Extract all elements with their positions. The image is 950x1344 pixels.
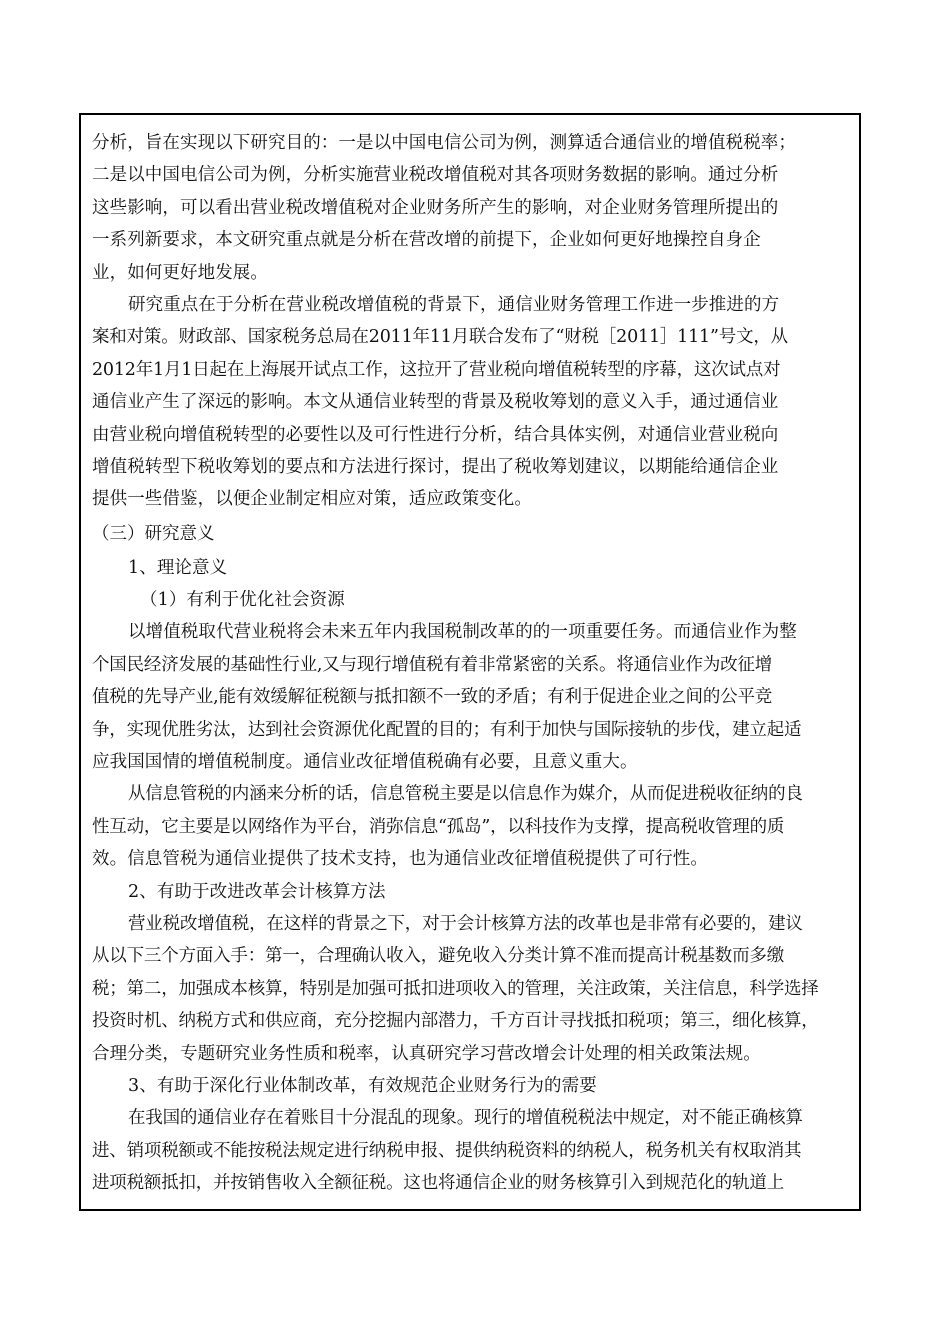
document-frame [79,113,861,1211]
paragraph-line: 2012年1月1日起在上海展开试点工作，这拉开了营业税向增值税转型的序幕，这次试点对 [92,359,781,380]
subheading-theory: 1、理论意义 [128,557,228,578]
paragraph-line: 一系列新要求，本文研究重点就是分析在营改增的前提下，企业如何更好地操控自身企 [92,230,761,251]
subheading-accounting: 2、有助于改进改革会计核算方法 [128,881,386,902]
paragraph-line: 提供一些借鉴，以便企业制定相应对策，适应政策变化。 [92,489,532,510]
paragraph-line: 这些影响，可以看出营业税改增值税对企业财务所产生的影响，对企业财务管理所提出的 [92,197,779,218]
paragraph-line: 合理分类，专题研究业务性质和税率，认真研究学习营改增会计处理的相关政策法规。 [92,1043,761,1064]
paragraph-line: 进项税额抵扣，并按销售收入全额征税。这也将通信企业的财务核算引入到规范化的轨道上 [92,1173,784,1194]
paragraph-line: 个国民经济发展的基础性行业,又与现行增值税有着非常紧密的关系。将通信业作为改征增 [92,654,773,675]
paragraph-line: 争，实现优胜劣汰，达到社会资源优化配置的目的；有利于加快与国际接轨的步伐，建立起适 [92,719,802,740]
subheading-industry-reform: 3、有助于深化行业体制改革，有效规范企业财务行为的需要 [128,1075,597,1096]
paragraph-line: 增值税转型下税收筹划的要点和方法进行探讨，提出了税收筹划建议，以期能给通信企业 [92,456,779,477]
paragraph-line: 投资时机、纳税方式和供应商，充分挖掘内部潜力，千方百计寻找抵扣税项；第三，细化核算， [92,1011,819,1032]
paragraph-line: 性互动，它主要是以网络作为平台，消弥信息“孤岛”，以科技作为支撑，提高税收管理的质 [92,816,785,837]
paragraph-line: 分析，旨在实现以下研究目的：一是以中国电信公司为例，测算适合通信业的增值税税率； [92,133,796,153]
paragraph-line: 由营业税向增值税转型的必要性以及可行性进行分析，结合具体实例，对通信业营业税向 [92,424,779,445]
paragraph-line: 通信业产生了深远的影响。本文从通信业转型的背景及税收筹划的意义入手，通过通信业 [92,392,779,413]
section-heading: （三）研究意义 [92,523,215,544]
paragraph-line: 税；第二，加强成本核算，特别是加强可抵扣进项收入的管理，关注政策，关注信息，科学选择 [92,978,819,999]
paragraph-line: 业，如何更好地发展。 [92,262,268,283]
paragraph-line: 营业税改增值税，在这样的背景之下，对于会计核算方法的改革也是非常有必要的，建议 [128,913,803,934]
paragraph-line: 从信息管税的内涵来分析的话，信息管税主要是以信息作为媒介，从而促进税收征纳的良 [128,784,803,805]
paragraph-line: 研究重点在于分析在营业税改增值税的背景下，通信业财务管理工作进一步推进的方 [128,294,780,315]
subheading-optimize-resources: （1）有利于优化社会资源 [140,590,345,611]
paragraph-line: 进、销项税额或不能按税法规定进行纳税申报、提供纳税资料的纳税人，税务机关有权取消其 [92,1140,802,1161]
paragraph-line: 值税的先导产业,能有效缓解征税额与抵扣额不一致的矛盾；有利于促进企业之间的公平竞 [92,687,773,708]
paragraph-line: 在我国的通信业存在着账目十分混乱的现象。现行的增值税税法中规定，对不能正确核算 [128,1108,803,1129]
paragraph-line: 以增值税取代营业税将会未来五年内我国税制改革的的一项重要任务。而通信业作为整 [128,622,797,643]
paragraph-line: 效。信息管税为通信业提供了技术支持，也为通信业改征增值税提供了可行性。 [92,849,708,870]
paragraph-line: 应我国国情的增值税制度。通信业改征增值税确有必要，且意义重大。 [92,752,638,773]
document-body [92,115,852,1200]
top-spacer [92,115,852,127]
paragraph-line: 从以下三个方面入手：第一，合理确认收入，避免收入分类计算不准而提高计税基数而多缴 [92,946,784,967]
paragraph-line: 案和对策。财政部、国家税务总局在2011年11月联合发布了“财税［2011］111”号文，从 [92,327,788,348]
paragraph-line: 二是以中国电信公司为例，分析实施营业税改增值税对其各项财务数据的影响。通过分析 [92,165,779,186]
